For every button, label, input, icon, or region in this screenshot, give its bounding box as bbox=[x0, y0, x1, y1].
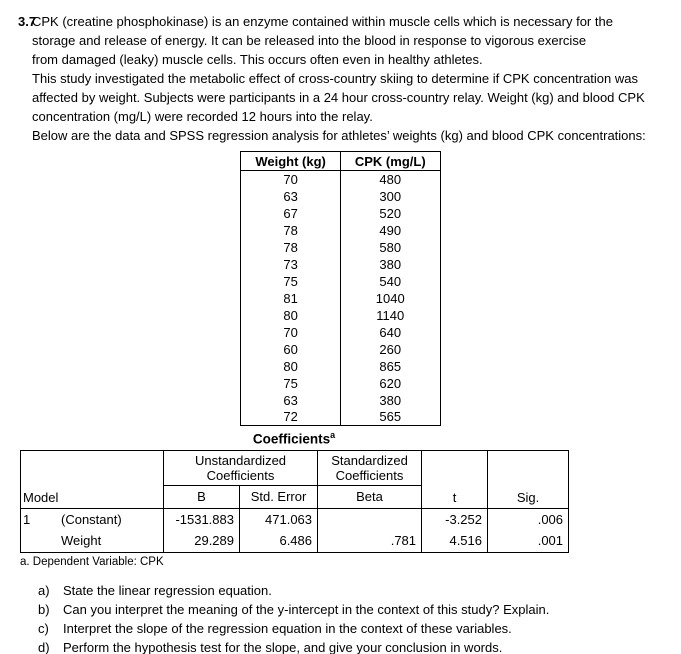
question-label: a) bbox=[38, 582, 50, 598]
model-column-header: Model bbox=[21, 450, 164, 508]
problem-statement bbox=[0, 12, 681, 145]
weight-beta-value: .781 bbox=[318, 530, 422, 552]
data-table-row bbox=[241, 188, 440, 205]
weight-value: 80 bbox=[241, 358, 341, 375]
cpk-value: 260 bbox=[340, 341, 440, 358]
weight-row bbox=[21, 530, 569, 552]
model-label: Weight bbox=[61, 533, 102, 549]
problem-text-line: concentration (mg/L) were recorded 12 hours into the relay. bbox=[32, 109, 373, 124]
data-table-row bbox=[241, 392, 440, 409]
data-table-row bbox=[241, 375, 440, 392]
model-cell-weight bbox=[21, 530, 164, 552]
table-footnote: a. Dependent Variable: CPK bbox=[20, 555, 164, 568]
cpk-value: 620 bbox=[340, 375, 440, 392]
cpk-value: 580 bbox=[340, 239, 440, 256]
data-table-header-row bbox=[241, 152, 440, 171]
weight-b-value: 29.289 bbox=[164, 530, 240, 552]
question-item bbox=[0, 619, 681, 638]
constant-row bbox=[21, 508, 569, 530]
data-table-row bbox=[241, 273, 440, 290]
cpk-value: 865 bbox=[340, 358, 440, 375]
data-table-row bbox=[241, 290, 440, 307]
coefficients-group-header-row bbox=[21, 450, 569, 485]
question-text: Can you interpret the meaning of the y-intercept in the context of this study? Explain. bbox=[63, 601, 550, 617]
weight-sig-value: .001 bbox=[488, 530, 569, 552]
model-number: 1 bbox=[23, 511, 31, 527]
question-text: Perform the hypothesis test for the slope, and give your conclusion in words. bbox=[63, 639, 503, 654]
cpk-column-header: CPK (mg/L) bbox=[340, 152, 440, 171]
weight-value: 75 bbox=[241, 273, 341, 290]
question-label: d) bbox=[38, 639, 50, 654]
constant-b-value: -1531.883 bbox=[164, 508, 240, 530]
b-column-header: B bbox=[164, 485, 240, 508]
cpk-value: 1040 bbox=[340, 290, 440, 307]
problem-text-line: affected by weight. Subjects were participants in a 24 hour cross-country relay. Weight (kg) and blood CPK bbox=[32, 90, 645, 105]
cpk-value: 490 bbox=[340, 222, 440, 239]
data-table-row bbox=[241, 358, 440, 375]
weight-value: 81 bbox=[241, 290, 341, 307]
standardized-coefficients-header: Standardized Coefficients bbox=[318, 450, 422, 485]
t-column-header: t bbox=[422, 450, 488, 508]
weight-value: 78 bbox=[241, 222, 341, 239]
weight-value: 60 bbox=[241, 341, 341, 358]
std-error-column-header: Std. Error bbox=[240, 485, 318, 508]
cpk-value: 380 bbox=[340, 392, 440, 409]
sig-column-header: Sig. bbox=[488, 450, 569, 508]
weight-value: 63 bbox=[241, 392, 341, 409]
constant-t-value: -3.252 bbox=[422, 508, 488, 530]
model-cell-constant bbox=[21, 508, 164, 530]
weight-value: 73 bbox=[241, 256, 341, 273]
constant-beta-value bbox=[318, 508, 422, 530]
question-item bbox=[0, 638, 681, 654]
cpk-value: 565 bbox=[340, 409, 440, 426]
constant-std-error-value: 471.063 bbox=[240, 508, 318, 530]
problem-text-line: Below are the data and SPSS regression analysis for athletes’ weights (kg) and blood CPK concentrations: bbox=[32, 128, 646, 143]
data-table-row bbox=[241, 307, 440, 324]
cpk-value: 380 bbox=[340, 256, 440, 273]
weight-value: 72 bbox=[241, 409, 341, 426]
question-item bbox=[0, 581, 681, 600]
weight-value: 70 bbox=[241, 324, 341, 341]
weight-value: 75 bbox=[241, 375, 341, 392]
unstandardized-coefficients-header: Unstandardized Coefficients bbox=[164, 450, 318, 485]
cpk-value: 540 bbox=[340, 273, 440, 290]
coefficients-title-text: Coefficients bbox=[252, 431, 331, 447]
weight-std-error-value: 6.486 bbox=[240, 530, 318, 552]
coefficients-table-title bbox=[20, 430, 568, 447]
question-text: Interpret the slope of the regression equation in the context of these variables. bbox=[63, 620, 512, 636]
constant-sig-value: .006 bbox=[488, 508, 569, 530]
cpk-value: 1140 bbox=[340, 307, 440, 324]
problem-text-line: storage and release of energy. It can be released into the blood in response to vigorous exercise bbox=[32, 33, 587, 48]
data-table-row bbox=[241, 205, 440, 222]
weight-value: 67 bbox=[241, 205, 341, 222]
data-table-row bbox=[241, 239, 440, 256]
data-table-row bbox=[241, 324, 440, 341]
coefficients-title-superscript: a bbox=[330, 430, 336, 440]
model-label: (Constant) bbox=[61, 511, 122, 527]
problem-text-line: CPK (creatine phosphokinase) is an enzyme contained within muscle cells which is necessary for the bbox=[32, 14, 613, 29]
problem-text bbox=[32, 12, 648, 145]
cpk-value: 480 bbox=[340, 171, 440, 188]
cpk-value: 520 bbox=[340, 205, 440, 222]
coefficients-table bbox=[20, 450, 569, 553]
weight-column-header: Weight (kg) bbox=[241, 152, 341, 171]
weight-value: 63 bbox=[241, 188, 341, 205]
question-label: c) bbox=[38, 620, 49, 636]
data-table-row bbox=[241, 171, 440, 188]
weight-value: 70 bbox=[241, 171, 341, 188]
cpk-value: 300 bbox=[340, 188, 440, 205]
data-table-row bbox=[241, 222, 440, 239]
question-text: State the linear regression equation. bbox=[63, 582, 272, 598]
beta-column-header: Beta bbox=[318, 485, 422, 508]
question-list bbox=[0, 581, 681, 654]
problem-text-line: from damaged (leaky) muscle cells. This occurs often even in healthy athletes. bbox=[32, 52, 483, 67]
problem-number: 3.7 bbox=[18, 14, 37, 29]
data-table-row bbox=[241, 256, 440, 273]
weight-value: 78 bbox=[241, 239, 341, 256]
cpk-value: 640 bbox=[340, 324, 440, 341]
data-table-row bbox=[241, 409, 440, 426]
problem-text-line: This study investigated the metabolic effect of cross-country skiing to determine if CPK concentration was bbox=[32, 71, 638, 86]
weight-value: 80 bbox=[241, 307, 341, 324]
data-table bbox=[240, 151, 440, 426]
question-item bbox=[0, 600, 681, 619]
question-label: b) bbox=[38, 601, 50, 617]
weight-t-value: 4.516 bbox=[422, 530, 488, 552]
data-table-row bbox=[241, 341, 440, 358]
